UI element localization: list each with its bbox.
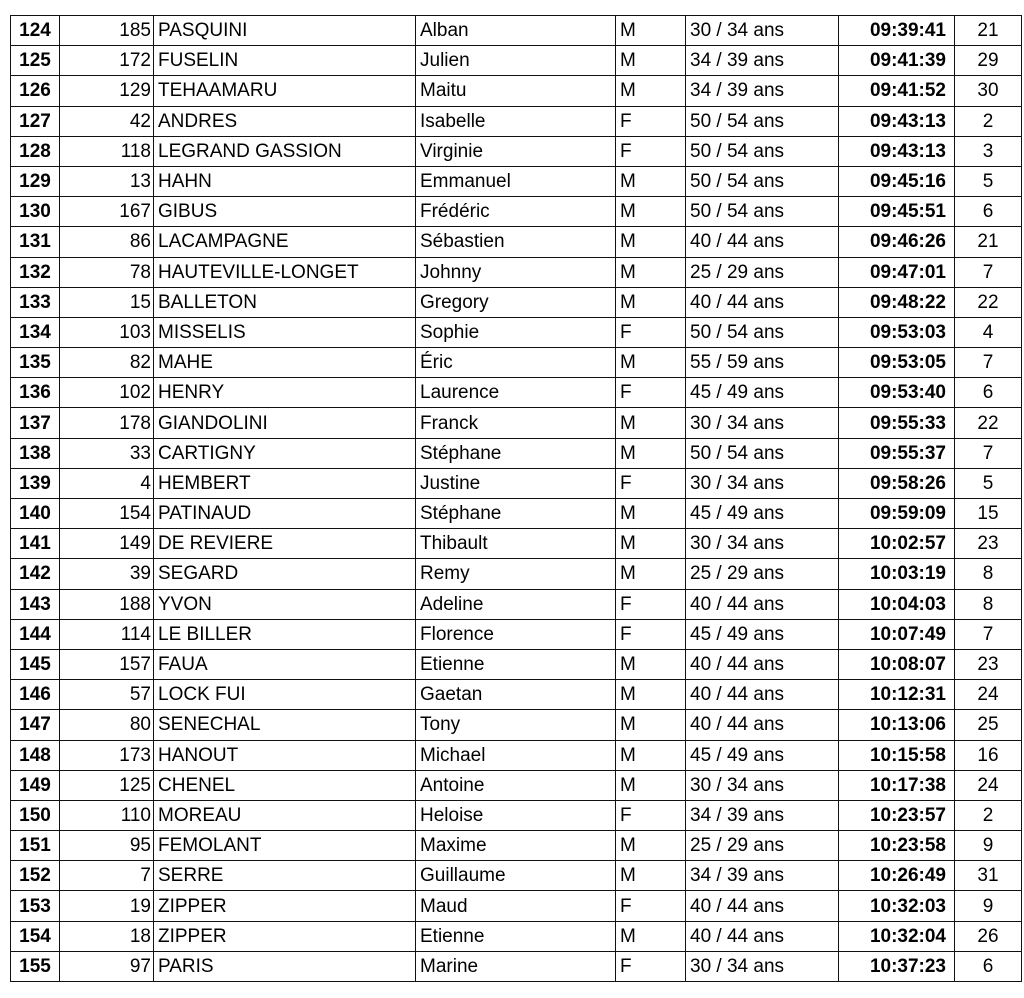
category-cell: 50 / 54 ans — [686, 106, 839, 136]
category-rank-cell: 24 — [955, 680, 1022, 710]
first-name-cell: Tony — [416, 710, 616, 740]
bib-cell: 15 — [60, 287, 154, 317]
category-cell: 50 / 54 ans — [686, 136, 839, 166]
bib-cell: 86 — [60, 227, 154, 257]
last-name-cell: SEGARD — [154, 559, 416, 589]
bib-cell: 118 — [60, 136, 154, 166]
sex-cell: M — [616, 710, 686, 740]
category-cell: 25 / 29 ans — [686, 257, 839, 287]
first-name-cell: Frédéric — [416, 197, 616, 227]
sex-cell: F — [616, 136, 686, 166]
table-row — [11, 227, 1022, 257]
last-name-cell: MOREAU — [154, 800, 416, 830]
bib-cell: 18 — [60, 921, 154, 951]
results-body — [11, 16, 1022, 982]
bib-cell: 33 — [60, 438, 154, 468]
sex-cell: M — [616, 76, 686, 106]
rank-cell: 127 — [11, 106, 60, 136]
bib-cell: 95 — [60, 831, 154, 861]
rank-cell: 142 — [11, 559, 60, 589]
rank-cell: 145 — [11, 649, 60, 679]
category-rank-cell: 5 — [955, 166, 1022, 196]
table-row — [11, 438, 1022, 468]
sex-cell: F — [616, 619, 686, 649]
bib-cell: 42 — [60, 106, 154, 136]
table-row — [11, 740, 1022, 770]
first-name-cell: Éric — [416, 348, 616, 378]
time-cell: 10:26:49 — [839, 861, 955, 891]
time-cell: 09:53:05 — [839, 348, 955, 378]
bib-cell: 110 — [60, 800, 154, 830]
category-rank-cell: 7 — [955, 438, 1022, 468]
category-rank-cell: 9 — [955, 891, 1022, 921]
first-name-cell: Adeline — [416, 589, 616, 619]
last-name-cell: HANOUT — [154, 740, 416, 770]
last-name-cell: MISSELIS — [154, 317, 416, 347]
time-cell: 10:17:38 — [839, 770, 955, 800]
table-row — [11, 921, 1022, 951]
table-row — [11, 317, 1022, 347]
time-cell: 10:02:57 — [839, 529, 955, 559]
time-cell: 10:08:07 — [839, 649, 955, 679]
sex-cell: F — [616, 951, 686, 981]
category-rank-cell: 7 — [955, 348, 1022, 378]
first-name-cell: Franck — [416, 408, 616, 438]
table-row — [11, 348, 1022, 378]
table-row — [11, 378, 1022, 408]
last-name-cell: LEGRAND GASSION — [154, 136, 416, 166]
table-row — [11, 166, 1022, 196]
time-cell: 10:32:03 — [839, 891, 955, 921]
first-name-cell: Heloise — [416, 800, 616, 830]
last-name-cell: ANDRES — [154, 106, 416, 136]
category-cell: 34 / 39 ans — [686, 76, 839, 106]
time-cell: 09:46:26 — [839, 227, 955, 257]
category-rank-cell: 3 — [955, 136, 1022, 166]
category-cell: 30 / 34 ans — [686, 529, 839, 559]
sex-cell: F — [616, 468, 686, 498]
category-rank-cell: 7 — [955, 257, 1022, 287]
category-cell: 50 / 54 ans — [686, 166, 839, 196]
category-cell: 40 / 44 ans — [686, 287, 839, 317]
table-row — [11, 16, 1022, 46]
first-name-cell: Marine — [416, 951, 616, 981]
results-table — [10, 15, 1022, 982]
last-name-cell: PASQUINI — [154, 16, 416, 46]
bib-cell: 39 — [60, 559, 154, 589]
last-name-cell: FEMOLANT — [154, 831, 416, 861]
last-name-cell: MAHE — [154, 348, 416, 378]
category-rank-cell: 29 — [955, 46, 1022, 76]
bib-cell: 78 — [60, 257, 154, 287]
sex-cell: M — [616, 499, 686, 529]
first-name-cell: Emmanuel — [416, 166, 616, 196]
sex-cell: M — [616, 529, 686, 559]
table-row — [11, 710, 1022, 740]
rank-cell: 152 — [11, 861, 60, 891]
sex-cell: M — [616, 227, 686, 257]
category-rank-cell: 6 — [955, 951, 1022, 981]
category-rank-cell: 30 — [955, 76, 1022, 106]
category-cell: 40 / 44 ans — [686, 589, 839, 619]
category-rank-cell: 26 — [955, 921, 1022, 951]
rank-cell: 132 — [11, 257, 60, 287]
time-cell: 10:15:58 — [839, 740, 955, 770]
table-row — [11, 891, 1022, 921]
table-row — [11, 831, 1022, 861]
table-row — [11, 529, 1022, 559]
bib-cell: 157 — [60, 649, 154, 679]
bib-cell: 114 — [60, 619, 154, 649]
rank-cell: 140 — [11, 499, 60, 529]
sex-cell: M — [616, 921, 686, 951]
first-name-cell: Thibault — [416, 529, 616, 559]
rank-cell: 136 — [11, 378, 60, 408]
rank-cell: 144 — [11, 619, 60, 649]
last-name-cell: GIBUS — [154, 197, 416, 227]
category-cell: 40 / 44 ans — [686, 891, 839, 921]
category-rank-cell: 23 — [955, 529, 1022, 559]
rank-cell: 133 — [11, 287, 60, 317]
rank-cell: 130 — [11, 197, 60, 227]
category-rank-cell: 2 — [955, 800, 1022, 830]
time-cell: 09:53:40 — [839, 378, 955, 408]
sex-cell: F — [616, 800, 686, 830]
rank-cell: 149 — [11, 770, 60, 800]
first-name-cell: Michael — [416, 740, 616, 770]
rank-cell: 129 — [11, 166, 60, 196]
category-cell: 45 / 49 ans — [686, 378, 839, 408]
rank-cell: 154 — [11, 921, 60, 951]
table-row — [11, 408, 1022, 438]
table-row — [11, 861, 1022, 891]
time-cell: 10:23:57 — [839, 800, 955, 830]
table-row — [11, 287, 1022, 317]
category-rank-cell: 4 — [955, 317, 1022, 347]
category-cell: 45 / 49 ans — [686, 499, 839, 529]
sex-cell: M — [616, 770, 686, 800]
table-row — [11, 649, 1022, 679]
category-cell: 55 / 59 ans — [686, 348, 839, 378]
table-row — [11, 106, 1022, 136]
category-cell: 34 / 39 ans — [686, 800, 839, 830]
table-row — [11, 619, 1022, 649]
first-name-cell: Isabelle — [416, 106, 616, 136]
last-name-cell: SENECHAL — [154, 710, 416, 740]
category-rank-cell: 23 — [955, 649, 1022, 679]
first-name-cell: Alban — [416, 16, 616, 46]
sex-cell: M — [616, 559, 686, 589]
rank-cell: 125 — [11, 46, 60, 76]
table-row — [11, 136, 1022, 166]
last-name-cell: YVON — [154, 589, 416, 619]
rank-cell: 138 — [11, 438, 60, 468]
table-row — [11, 770, 1022, 800]
category-cell: 45 / 49 ans — [686, 619, 839, 649]
time-cell: 09:39:41 — [839, 16, 955, 46]
sex-cell: M — [616, 287, 686, 317]
first-name-cell: Gaetan — [416, 680, 616, 710]
time-cell: 10:04:03 — [839, 589, 955, 619]
last-name-cell: HAHN — [154, 166, 416, 196]
category-rank-cell: 24 — [955, 770, 1022, 800]
sex-cell: M — [616, 831, 686, 861]
category-cell: 40 / 44 ans — [686, 710, 839, 740]
last-name-cell: LACAMPAGNE — [154, 227, 416, 257]
sex-cell: M — [616, 46, 686, 76]
sex-cell: M — [616, 166, 686, 196]
bib-cell: 97 — [60, 951, 154, 981]
table-row — [11, 559, 1022, 589]
time-cell: 09:47:01 — [839, 257, 955, 287]
first-name-cell: Florence — [416, 619, 616, 649]
rank-cell: 153 — [11, 891, 60, 921]
sex-cell: M — [616, 16, 686, 46]
category-cell: 25 / 29 ans — [686, 831, 839, 861]
rank-cell: 139 — [11, 468, 60, 498]
first-name-cell: Etienne — [416, 921, 616, 951]
first-name-cell: Stéphane — [416, 438, 616, 468]
first-name-cell: Sophie — [416, 317, 616, 347]
first-name-cell: Guillaume — [416, 861, 616, 891]
first-name-cell: Justine — [416, 468, 616, 498]
category-cell: 25 / 29 ans — [686, 559, 839, 589]
last-name-cell: CHENEL — [154, 770, 416, 800]
sex-cell: M — [616, 861, 686, 891]
sex-cell: M — [616, 740, 686, 770]
last-name-cell: PARIS — [154, 951, 416, 981]
category-cell: 50 / 54 ans — [686, 438, 839, 468]
bib-cell: 57 — [60, 680, 154, 710]
last-name-cell: HAUTEVILLE-LONGET — [154, 257, 416, 287]
last-name-cell: GIANDOLINI — [154, 408, 416, 438]
sex-cell: M — [616, 680, 686, 710]
category-rank-cell: 7 — [955, 619, 1022, 649]
rank-cell: 146 — [11, 680, 60, 710]
bib-cell: 102 — [60, 378, 154, 408]
time-cell: 10:03:19 — [839, 559, 955, 589]
category-rank-cell: 6 — [955, 197, 1022, 227]
category-cell: 50 / 54 ans — [686, 317, 839, 347]
last-name-cell: FUSELIN — [154, 46, 416, 76]
last-name-cell: HENRY — [154, 378, 416, 408]
time-cell: 10:07:49 — [839, 619, 955, 649]
bib-cell: 172 — [60, 46, 154, 76]
time-cell: 09:45:51 — [839, 197, 955, 227]
category-rank-cell: 5 — [955, 468, 1022, 498]
category-cell: 40 / 44 ans — [686, 649, 839, 679]
first-name-cell: Maxime — [416, 831, 616, 861]
first-name-cell: Laurence — [416, 378, 616, 408]
category-cell: 30 / 34 ans — [686, 951, 839, 981]
bib-cell: 7 — [60, 861, 154, 891]
bib-cell: 154 — [60, 499, 154, 529]
rank-cell: 137 — [11, 408, 60, 438]
table-row — [11, 589, 1022, 619]
bib-cell: 178 — [60, 408, 154, 438]
table-row — [11, 499, 1022, 529]
first-name-cell: Maud — [416, 891, 616, 921]
bib-cell: 188 — [60, 589, 154, 619]
time-cell: 10:23:58 — [839, 831, 955, 861]
rank-cell: 128 — [11, 136, 60, 166]
time-cell: 09:45:16 — [839, 166, 955, 196]
last-name-cell: SERRE — [154, 861, 416, 891]
bib-cell: 82 — [60, 348, 154, 378]
first-name-cell: Julien — [416, 46, 616, 76]
rank-cell: 124 — [11, 16, 60, 46]
sex-cell: F — [616, 589, 686, 619]
time-cell: 10:13:06 — [839, 710, 955, 740]
category-rank-cell: 8 — [955, 589, 1022, 619]
table-row — [11, 197, 1022, 227]
time-cell: 09:43:13 — [839, 106, 955, 136]
sex-cell: F — [616, 317, 686, 347]
rank-cell: 148 — [11, 740, 60, 770]
category-cell: 40 / 44 ans — [686, 227, 839, 257]
rank-cell: 126 — [11, 76, 60, 106]
bib-cell: 103 — [60, 317, 154, 347]
rank-cell: 143 — [11, 589, 60, 619]
table-row — [11, 680, 1022, 710]
time-cell: 09:41:39 — [839, 46, 955, 76]
rank-cell: 131 — [11, 227, 60, 257]
category-rank-cell: 16 — [955, 740, 1022, 770]
category-rank-cell: 22 — [955, 408, 1022, 438]
first-name-cell: Sébastien — [416, 227, 616, 257]
time-cell: 09:41:52 — [839, 76, 955, 106]
bib-cell: 19 — [60, 891, 154, 921]
category-rank-cell: 8 — [955, 559, 1022, 589]
last-name-cell: ZIPPER — [154, 921, 416, 951]
category-rank-cell: 15 — [955, 499, 1022, 529]
last-name-cell: HEMBERT — [154, 468, 416, 498]
last-name-cell: TEHAAMARU — [154, 76, 416, 106]
category-cell: 45 / 49 ans — [686, 740, 839, 770]
first-name-cell: Stéphane — [416, 499, 616, 529]
rank-cell: 135 — [11, 348, 60, 378]
bib-cell: 4 — [60, 468, 154, 498]
last-name-cell: LE BILLER — [154, 619, 416, 649]
category-cell: 34 / 39 ans — [686, 46, 839, 76]
table-row — [11, 76, 1022, 106]
category-rank-cell: 31 — [955, 861, 1022, 891]
time-cell: 10:32:04 — [839, 921, 955, 951]
first-name-cell: Etienne — [416, 649, 616, 679]
category-rank-cell: 22 — [955, 287, 1022, 317]
category-cell: 30 / 34 ans — [686, 770, 839, 800]
bib-cell: 129 — [60, 76, 154, 106]
time-cell: 10:37:23 — [839, 951, 955, 981]
time-cell: 09:55:33 — [839, 408, 955, 438]
category-rank-cell: 21 — [955, 16, 1022, 46]
category-rank-cell: 9 — [955, 831, 1022, 861]
sex-cell: M — [616, 408, 686, 438]
category-rank-cell: 2 — [955, 106, 1022, 136]
first-name-cell: Virginie — [416, 136, 616, 166]
bib-cell: 185 — [60, 16, 154, 46]
time-cell: 09:53:03 — [839, 317, 955, 347]
category-rank-cell: 25 — [955, 710, 1022, 740]
last-name-cell: BALLETON — [154, 287, 416, 317]
rank-cell: 147 — [11, 710, 60, 740]
sex-cell: M — [616, 438, 686, 468]
last-name-cell: ZIPPER — [154, 891, 416, 921]
table-row — [11, 468, 1022, 498]
category-cell: 40 / 44 ans — [686, 680, 839, 710]
bib-cell: 13 — [60, 166, 154, 196]
category-cell: 40 / 44 ans — [686, 921, 839, 951]
table-row — [11, 257, 1022, 287]
rank-cell: 151 — [11, 831, 60, 861]
first-name-cell: Johnny — [416, 257, 616, 287]
last-name-cell: LOCK FUI — [154, 680, 416, 710]
last-name-cell: FAUA — [154, 649, 416, 679]
time-cell: 10:12:31 — [839, 680, 955, 710]
first-name-cell: Antoine — [416, 770, 616, 800]
sex-cell: M — [616, 197, 686, 227]
last-name-cell: CARTIGNY — [154, 438, 416, 468]
table-row — [11, 46, 1022, 76]
time-cell: 09:59:09 — [839, 499, 955, 529]
bib-cell: 80 — [60, 710, 154, 740]
sex-cell: M — [616, 649, 686, 679]
bib-cell: 173 — [60, 740, 154, 770]
category-cell: 30 / 34 ans — [686, 468, 839, 498]
time-cell: 09:43:13 — [839, 136, 955, 166]
last-name-cell: PATINAUD — [154, 499, 416, 529]
first-name-cell: Remy — [416, 559, 616, 589]
bib-cell: 167 — [60, 197, 154, 227]
rank-cell: 155 — [11, 951, 60, 981]
sex-cell: F — [616, 106, 686, 136]
category-cell: 30 / 34 ans — [686, 408, 839, 438]
time-cell: 09:55:37 — [839, 438, 955, 468]
rank-cell: 141 — [11, 529, 60, 559]
rank-cell: 150 — [11, 800, 60, 830]
first-name-cell: Gregory — [416, 287, 616, 317]
last-name-cell: DE REVIERE — [154, 529, 416, 559]
category-rank-cell: 6 — [955, 378, 1022, 408]
sex-cell: F — [616, 378, 686, 408]
first-name-cell: Maitu — [416, 76, 616, 106]
table-row — [11, 951, 1022, 981]
category-cell: 34 / 39 ans — [686, 861, 839, 891]
category-rank-cell: 21 — [955, 227, 1022, 257]
category-cell: 30 / 34 ans — [686, 16, 839, 46]
time-cell: 09:58:26 — [839, 468, 955, 498]
category-cell: 50 / 54 ans — [686, 197, 839, 227]
table-row — [11, 800, 1022, 830]
bib-cell: 149 — [60, 529, 154, 559]
sex-cell: F — [616, 891, 686, 921]
sex-cell: M — [616, 348, 686, 378]
bib-cell: 125 — [60, 770, 154, 800]
rank-cell: 134 — [11, 317, 60, 347]
sex-cell: M — [616, 257, 686, 287]
time-cell: 09:48:22 — [839, 287, 955, 317]
